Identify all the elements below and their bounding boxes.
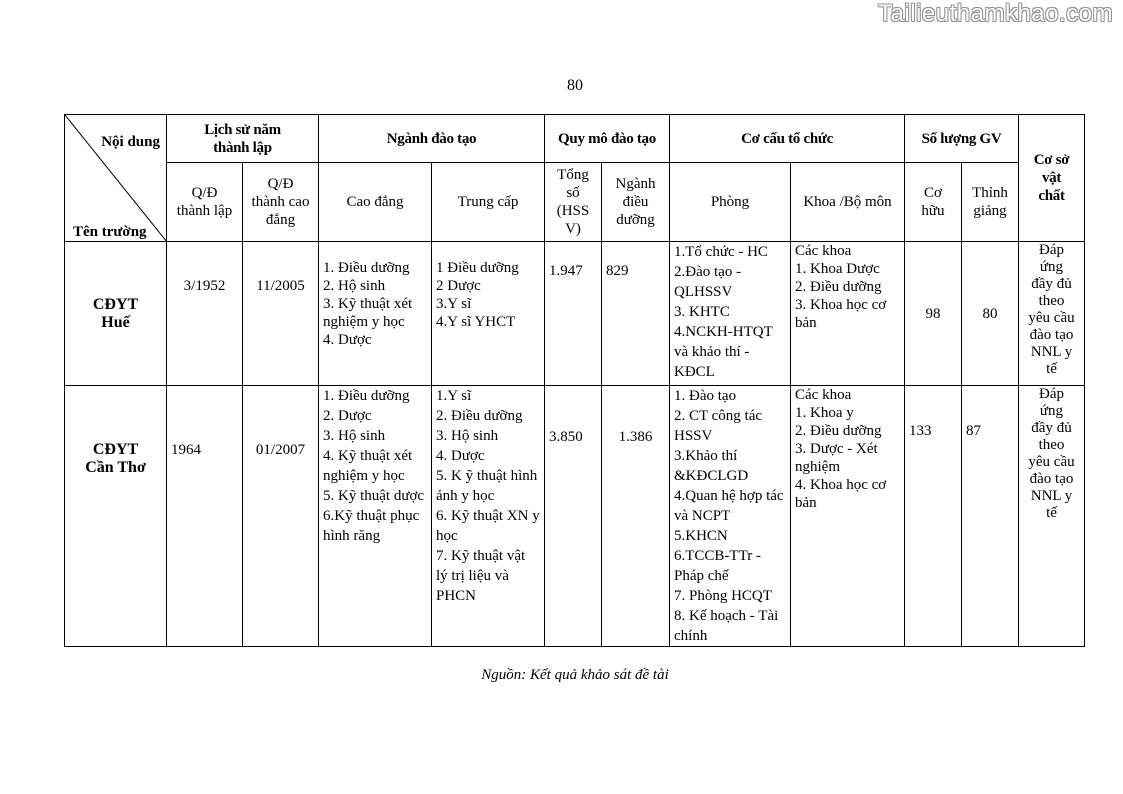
school-name: CĐYT Huế xyxy=(65,242,167,386)
secondary-programs-subheader: Trung cấp xyxy=(432,163,545,242)
offices-cell: 1. Đào tạo 2. CT công tác HSSV 3.Khảo thí &KĐCLGD 4.Quan hệ hợp tác và NCPT 5.KHCN 6.TCCB-TTr - Pháp chế 7. Phòng HCQT 8. Kế hoạch - Tài chính xyxy=(670,386,791,647)
facility-header: Cơ sở vật chất xyxy=(1019,115,1085,242)
college-programs-cell: 1. Điều dưỡng 2. Dược 3. Hộ sinh 4. Kỹ thuật xét nghiệm y học 5. Kỹ thuật dược 6.Kỹ thuật phục hình răng xyxy=(319,386,432,647)
diag-bottom-label: Tên trường xyxy=(73,224,147,240)
college-programs-cell: 1. Điều dưỡng 2. Hộ sinh 3. Kỹ thuật xét nghiệm y học 4. Dược xyxy=(319,242,432,386)
source-note: Nguồn: Kết quả khảo sát đề tài xyxy=(481,667,669,683)
college-date-subheader: Q/Đ thành cao đẳng xyxy=(243,163,319,242)
college-date-cell: 01/2007 xyxy=(243,386,319,647)
departments-cell: Các khoa 1. Khoa Dược 2. Điều dưỡng 3. Khoa học cơ bản xyxy=(791,242,905,386)
secondary-programs-cell: 1 Điều dưỡng 2 Dược 3.Y sĩ 4.Y sĩ YHCT xyxy=(432,242,545,386)
founded-subheader: Q/Đ thành lập xyxy=(167,163,243,242)
watermark: Tailieuthamkhao.com xyxy=(878,0,1113,27)
staff-header: Số lượng GV xyxy=(905,115,1019,163)
total-subheader: Tổng số (HSS V) xyxy=(545,163,602,242)
school-name: CĐYT Cần Thơ xyxy=(65,386,167,647)
org-header: Cơ cấu tổ chức xyxy=(670,115,905,163)
header-row-2 xyxy=(65,163,1085,242)
college-date-cell: 11/2005 xyxy=(243,242,319,386)
facility-cell: Đáp ứng đầy đủ theo yêu cầu đào tạo NNL y tế xyxy=(1019,386,1085,647)
history-header: Lịch sử năm thành lập xyxy=(167,115,319,163)
visiting-subheader: Thỉnh giảng xyxy=(962,163,1019,242)
secondary-programs-cell: 1.Y sĩ 2. Điều dưỡng 3. Hộ sinh 4. Dược 5. K ỹ thuật hình ảnh y học 6. Kỹ thuật XN y học 7. Kỹ thuật vật lý trị liệu và PHCN xyxy=(432,386,545,647)
school-comparison-table xyxy=(64,114,1085,647)
nursing-cell: 1.386 xyxy=(602,386,670,647)
page-number: 80 xyxy=(567,77,583,94)
facility-cell: Đáp ứng đầy đủ theo yêu cầu đào tạo NNL y tế xyxy=(1019,242,1085,386)
training-header: Ngành đào tạo xyxy=(319,115,545,163)
nursing-subheader: Ngành điều dưỡng xyxy=(602,163,670,242)
scale-header: Quy mô đào tạo xyxy=(545,115,670,163)
departments-subheader: Khoa /Bộ môn xyxy=(791,163,905,242)
permanent-cell: 133 xyxy=(905,386,962,647)
diag-top-label: Nội dung xyxy=(101,134,160,150)
departments-cell: Các khoa 1. Khoa y 2. Điều dưỡng 3. Dược - Xét nghiệm 4. Khoa học cơ bản xyxy=(791,386,905,647)
permanent-cell: 98 xyxy=(905,242,962,386)
header-row-1 xyxy=(65,115,1085,163)
founded-cell: 3/1952 xyxy=(167,242,243,386)
nursing-cell: 829 xyxy=(602,242,670,386)
offices-cell: 1.Tổ chức - HC 2.Đào tạo - QLHSSV 3. KHTC 4.NCKH-HTQT và khảo thí -KĐCL xyxy=(670,242,791,386)
diagonal-header-cell xyxy=(65,115,167,242)
total-cell: 3.850 xyxy=(545,386,602,647)
permanent-subheader: Cơ hữu xyxy=(905,163,962,242)
total-cell: 1.947 xyxy=(545,242,602,386)
visiting-cell: 87 xyxy=(962,386,1019,647)
table-row xyxy=(65,242,1085,386)
visiting-cell: 80 xyxy=(962,242,1019,386)
table-row xyxy=(65,386,1085,647)
founded-cell: 1964 xyxy=(167,386,243,647)
offices-subheader: Phòng xyxy=(670,163,791,242)
college-programs-subheader: Cao đẳng xyxy=(319,163,432,242)
